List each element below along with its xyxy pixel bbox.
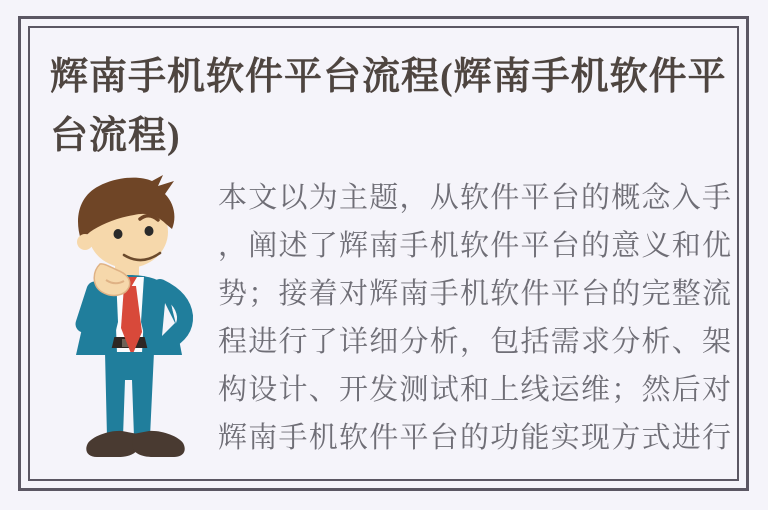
body-line: 构设计、开发测试和上线运维；然后对 xyxy=(218,374,731,406)
body-line: 本文以为主题，从软件平台的概念入手 xyxy=(218,182,731,214)
businessman-illustration xyxy=(54,174,204,462)
figure-eye-right xyxy=(145,226,154,236)
figure-eye-left xyxy=(114,229,123,239)
article-content xyxy=(54,172,731,462)
page-title xyxy=(50,48,725,166)
outer-frame-border xyxy=(18,16,749,491)
figure-shoe-left xyxy=(86,431,139,457)
page-title-line-2: 台流程) xyxy=(50,115,181,157)
body-line: 程进行了详细分析，包括需求分析、架 xyxy=(218,326,731,358)
figure-trousers xyxy=(105,352,154,437)
businessman-svg xyxy=(54,174,204,462)
body-line: ，阐述了辉南手机软件平台的意义和优 xyxy=(218,230,731,262)
page-title-line-1: 辉南手机软件平台流程(辉南手机软件平 xyxy=(50,56,727,98)
body-line: 辉南手机软件平台的功能实现方式进行 xyxy=(218,422,731,454)
figure-shoe-right xyxy=(132,431,185,457)
figure-ear xyxy=(77,234,93,250)
inner-frame-border xyxy=(28,26,739,481)
body-line: 势；接着对辉南手机软件平台的完整流 xyxy=(218,278,731,310)
article-body xyxy=(218,172,731,462)
